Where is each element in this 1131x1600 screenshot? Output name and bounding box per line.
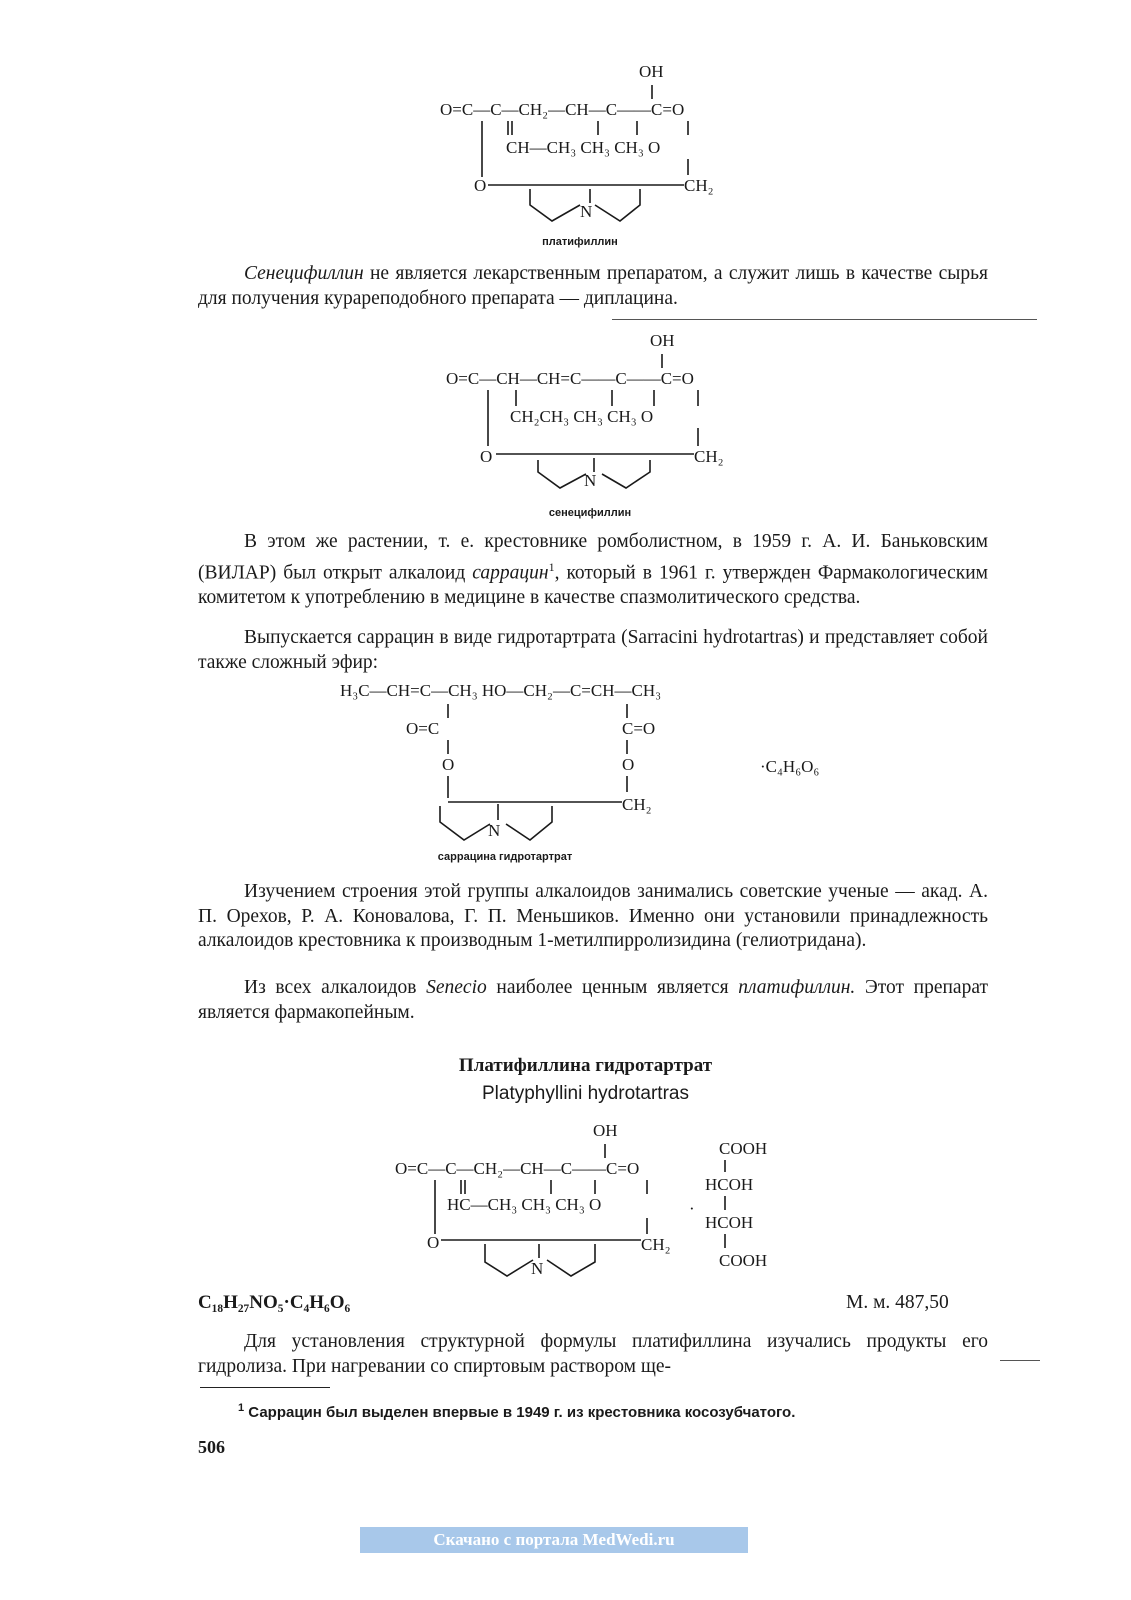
svg-text:N: N xyxy=(531,1259,544,1278)
section-title: Платифиллина гидротартрат xyxy=(458,1055,713,1076)
svg-text:CH—CH₃ CH₃ CH₃ O: CH—CH₃ CH₃ CH₃ O xyxy=(506,138,661,157)
svg-text:CH₂CH₃ CH₃ CH₃ O: CH₂CH₃ CH₃ CH₃ O xyxy=(510,407,654,426)
svg-text:OH: OH xyxy=(593,1121,618,1140)
structure-sarracine-hydrotartrate xyxy=(330,676,850,851)
svg-text:N: N xyxy=(580,202,593,221)
svg-text:HCOH: HCOH xyxy=(705,1175,754,1194)
structure-seneciphylline xyxy=(440,328,760,513)
paragraph-researchers: Изучением строения этой группы алкалоидов занимались советские ученые — акад. А. П. Орехов, Р. А. Коновалова, Г. П. Меньшиков. Именно они установили принадлежность алкалоидов крестовника к производным 1-метилпирролизидина (гелиотридана). xyxy=(198,881,988,951)
caption-platyphylline: платифиллин xyxy=(542,236,618,248)
svg-text:HCOH: HCOH xyxy=(705,1213,754,1232)
molecular-mass: М. м. 487,50 xyxy=(846,1292,949,1313)
svg-text:N: N xyxy=(584,471,597,490)
svg-text:CH₂: CH₂ xyxy=(684,176,714,195)
footnote: $^1$ Саррацин был выделен впервые в 1949 г. из крестовника косозубчатого. xyxy=(238,1402,796,1421)
svg-text:O=C: O=C xyxy=(406,719,440,738)
footnote-rule xyxy=(200,1387,330,1388)
download-watermark[interactable]: Скачано с портала MedWedi.ru xyxy=(360,1527,748,1553)
svg-text:COOH: COOH xyxy=(719,1139,768,1158)
svg-text:O: O xyxy=(480,447,493,466)
paragraph-hydrolysis: Для установления структурной формулы платифиллина изучались продукты его гидролиза. При нагревании со спиртовым раствором ще- xyxy=(198,1331,988,1377)
paragraph-seneciphylline: Сенецифиллин не является лекарственным препаратом, а служит лишь в качестве сырья для получения курареподобного препарата — диплацина. xyxy=(198,263,988,309)
caption-sarracine: саррацина гидротартрат xyxy=(437,851,573,863)
margin-rule xyxy=(1000,1360,1040,1361)
svg-text:O=C—CH—CH=C——C——C=O: O=C—CH—CH=C——C——C=O xyxy=(446,369,694,388)
svg-text:N: N xyxy=(488,821,501,840)
svg-text:COOH: COOH xyxy=(719,1251,768,1270)
svg-text:O: O xyxy=(442,755,455,774)
svg-text:CH₂: CH₂ xyxy=(694,447,724,466)
paragraph-sarracine-form: Выпускается саррацин в виде гидротартрата (Sarracini hydrotartras) и представляет собой также сложный эфир: xyxy=(198,627,988,673)
paragraph-senecio: Из всех алкалоидов Senecio наиболее ценным является платифиллин. Этот препарат является фармакопейным. xyxy=(198,977,989,1023)
footnote-ref: 1 xyxy=(548,559,555,574)
page-number: 506 xyxy=(198,1437,225,1457)
svg-text:O: O xyxy=(622,755,635,774)
caption-seneciphylline: сенецифиллин xyxy=(548,507,632,519)
term-seneciphylline: Сенецифиллин xyxy=(244,263,364,284)
svg-text:O=C—C—CH₂—CH—C——C=O: O=C—C—CH₂—CH—C——C=O xyxy=(395,1159,640,1178)
svg-text:O=C—C—CH₂—CH—C——C=O: O=C—C—CH₂—CH—C——C=O xyxy=(440,100,685,119)
section-title-latin: Platyphyllini hydrotartras xyxy=(482,1083,689,1104)
term-sarracine: саррацин xyxy=(472,562,549,583)
svg-text:·: · xyxy=(689,1199,695,1218)
structure-platyphylline xyxy=(430,55,750,240)
molecular-formula: C₁₈H₂₇NO₅·C₄H₆O₆ xyxy=(198,1292,351,1313)
paragraph-sarracine: В этом же растении, т. е. крестовнике ромболистном, в 1959 г. А. И. Баньковским (ВИЛАР) был открыт алкалоид саррацин$^1$, который в 1961 г. утвержден Фармакологическим комитетом к употреблению в медицине в качестве спазмолитического средства. xyxy=(198,531,988,608)
structure-platyphylline-hydrotartrate xyxy=(395,1114,815,1284)
salt-formula: ·C₄H₆O₆ xyxy=(760,757,820,776)
footnote-mark: 1 xyxy=(238,1402,245,1414)
svg-text:O: O xyxy=(474,176,487,195)
svg-text:CH₂: CH₂ xyxy=(622,795,652,814)
margin-rule xyxy=(612,319,1037,320)
svg-text:C=O: C=O xyxy=(622,719,656,738)
svg-text:HC—CH₃ CH₃ CH₃ O: HC—CH₃ CH₃ CH₃ O xyxy=(447,1195,602,1214)
svg-text:H₃C—CH=C—CH₃ HO—CH₂—C=CH—CH₃: H₃C—CH=C—CH₃ HO—CH₂—C=CH—CH₃ xyxy=(340,681,662,700)
svg-text:OH: OH xyxy=(639,62,664,81)
svg-text:OH: OH xyxy=(650,331,675,350)
svg-text:O: O xyxy=(427,1233,440,1252)
svg-text:CH₂: CH₂ xyxy=(641,1235,671,1254)
